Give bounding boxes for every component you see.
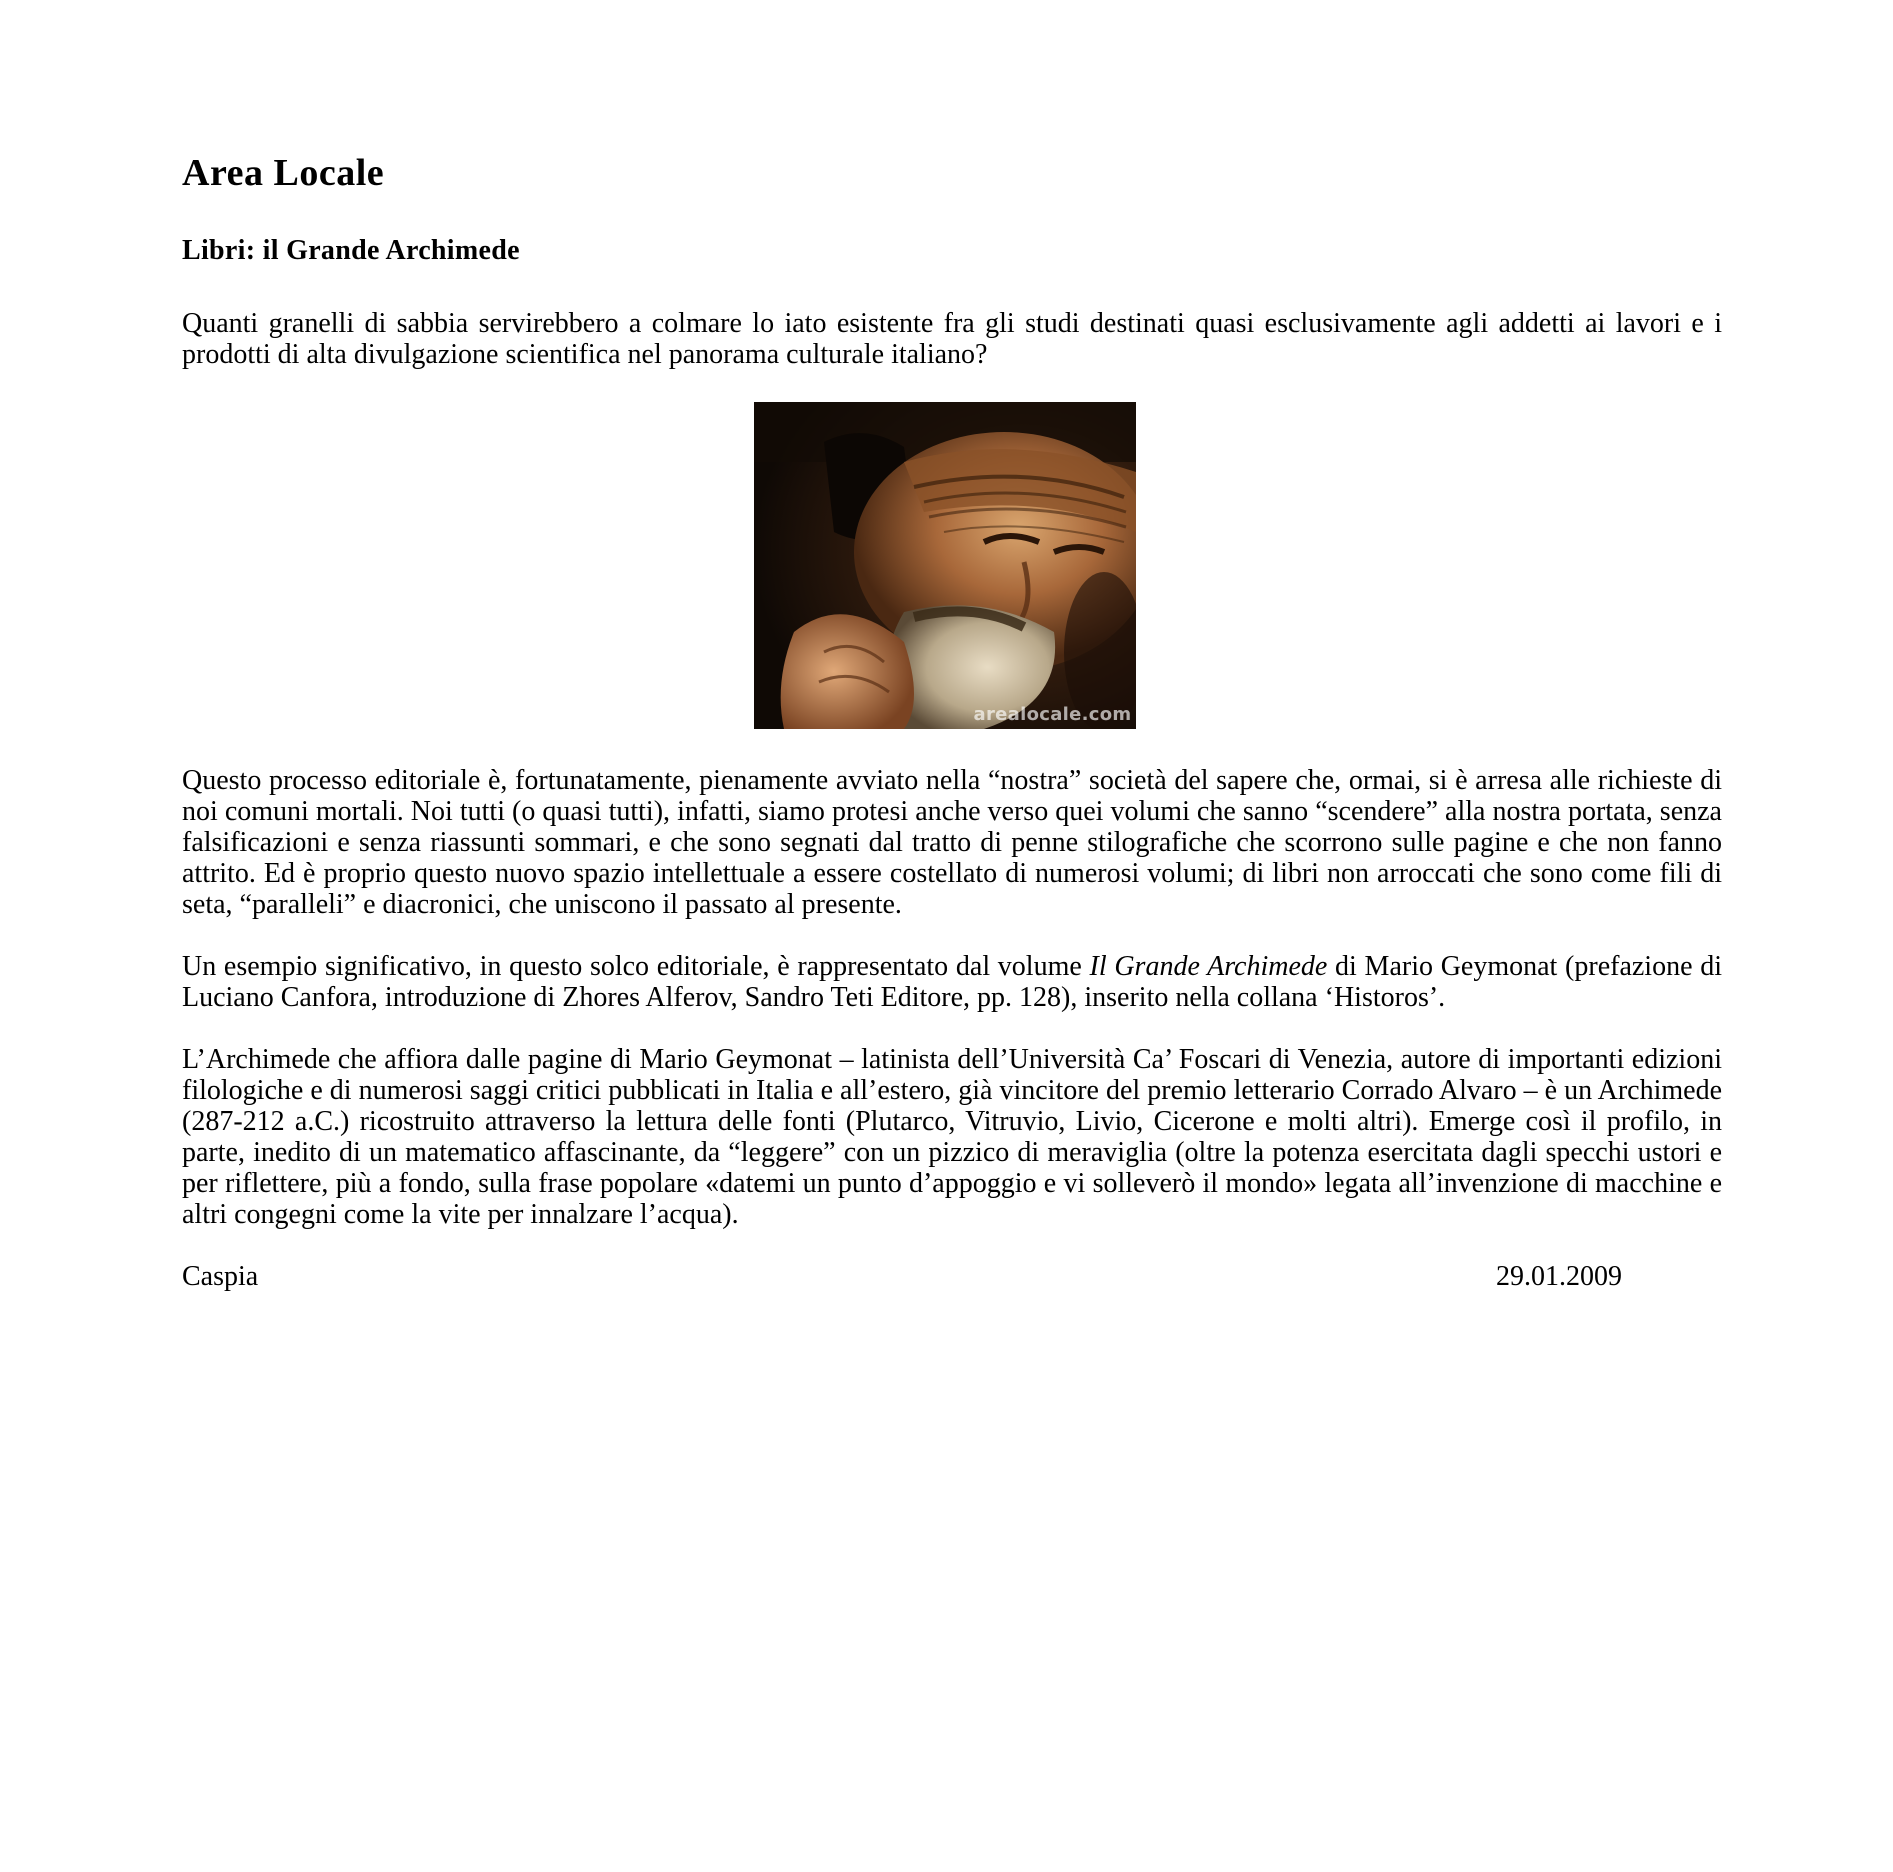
book-title-italic: Il Grande Archimede xyxy=(1089,951,1328,982)
author-name: Caspia xyxy=(182,1261,259,1292)
image-watermark: arealocale.com xyxy=(973,704,1132,725)
paragraph-3-text-before: Un esempio significativo, in questo solco editoriale, è rappresentato dal volume xyxy=(182,951,1090,982)
publication-date: 29.01.2009 xyxy=(1496,1261,1622,1292)
archimedes-portrait-image xyxy=(754,402,1136,729)
body-paragraph-4: L’Archimede che affiora dalle pagine di Mario Geymonat – latinista dell’Università Ca’ Foscari di Venezia, autore di importanti edizioni filologiche e di numerosi saggi critici pubblicati in Italia e all’estero, già vincitore del premio letterario Corrado Alvaro – è un Archimede (287-212 a.C.) ricostruito attraverso la lettura delle fonti (Plutarco, Vitruvio, Livio, Cicerone e molti altri). Emerge così il profilo, in parte, inedito di un matematico affascinante, da “leggere” con un pizzico di meraviglia (oltre la potenza esercitata dagli specchi ustori e per riflettere, più a fondo, sulla frase popolare «datemi un punto d’appoggio e vi solleverò il mondo» legata all’invenzione di macchine e altri congegni come la vite per innalzare l’acqua). xyxy=(182,1044,1722,1230)
intro-paragraph: Quanti granelli di sabbia servirebbero a colmare lo iato esistente fra gli studi destinati quasi esclusivamente agli addetti ai lavori e i prodotti di alta divulgazione scientifica nel panorama culturale italiano? xyxy=(182,308,1722,370)
paragraph-3-text-after: di Mario Geymonat (prefazione di Luciano Canfora, introduzione di Zhores Alferov, Sandro Teti Editore, pp. 128), inserito nella collana ‘Historos’. xyxy=(182,951,1722,1013)
signature-row xyxy=(182,1261,1622,1292)
body-paragraph-2: Questo processo editoriale è, fortunatamente, pienamente avviato nella “nostra” società del sapere che, ormai, si è arresa alle richieste di noi comuni mortali. Noi tutti (o quasi tutti), infatti, siamo protesi anche verso quei volumi che sanno “scendere” alla nostra portata, senza falsificazioni e senza riassunti sommari, e che sono segnati dal tratto di penne stilografiche che scorrono sulle pagine e che non fanno attrito. Ed è proprio questo nuovo spazio intellettuale a essere costellato di numerosi volumi; di libri non arroccati che sono come fili di seta, “paralleli” e diacronici, che uniscono il passato al presente. xyxy=(182,765,1722,920)
figure-container xyxy=(182,402,1722,729)
document-page xyxy=(182,150,1722,1292)
body-paragraph-3 xyxy=(182,951,1722,1013)
page-title: Area Locale xyxy=(182,152,385,194)
article-subtitle: Libri: il Grande Archimede xyxy=(182,235,520,266)
